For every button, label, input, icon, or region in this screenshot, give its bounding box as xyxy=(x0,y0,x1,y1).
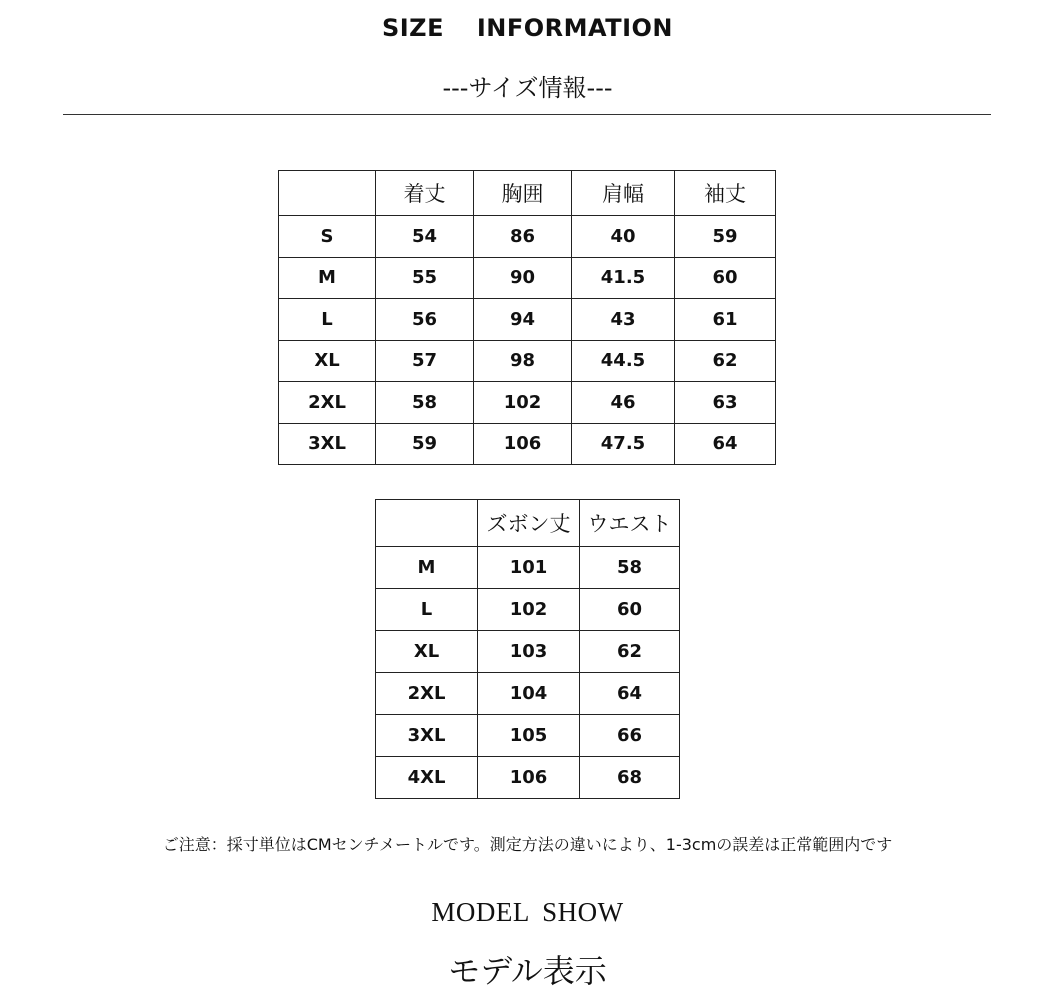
table-cell: 64 xyxy=(580,673,680,715)
model-show-title: MODEL SHOW xyxy=(431,897,624,927)
table-row xyxy=(376,715,680,757)
size-label-cell: M xyxy=(376,547,478,589)
table-cell: 60 xyxy=(675,257,776,299)
table-row xyxy=(376,757,680,799)
table-row xyxy=(279,299,776,341)
table-row xyxy=(279,216,776,258)
table-row xyxy=(279,382,776,424)
table-cell: 43 xyxy=(572,299,675,341)
size-label-cell: M xyxy=(279,257,376,299)
table-header-cell: ウエスト xyxy=(580,500,680,547)
table-header-row xyxy=(376,500,680,547)
table-cell: 56 xyxy=(376,299,474,341)
table-cell: 105 xyxy=(478,715,580,757)
measurement-notice: ご注意：採寸単位はCMセンチメートルです。測定方法の違いにより、1-3cmの誤差は正常範囲内です xyxy=(162,835,893,854)
table-row xyxy=(279,340,776,382)
table-cell: 41.5 xyxy=(572,257,675,299)
table-corner-cell xyxy=(376,500,478,547)
size-information-title: SIZE INFORMATION xyxy=(381,14,674,42)
size-label-cell: L xyxy=(279,299,376,341)
table-cell: 103 xyxy=(478,631,580,673)
table-row xyxy=(376,589,680,631)
bottom-table-body xyxy=(376,500,680,799)
top-table-body xyxy=(279,171,776,465)
size-label-cell: 2XL xyxy=(376,673,478,715)
size-label-cell: XL xyxy=(279,340,376,382)
table-cell: 62 xyxy=(580,631,680,673)
size-label-cell: L xyxy=(376,589,478,631)
table-cell: 61 xyxy=(675,299,776,341)
table-cell: 62 xyxy=(675,340,776,382)
table-cell: 101 xyxy=(478,547,580,589)
table-cell: 57 xyxy=(376,340,474,382)
header-divider xyxy=(63,114,991,115)
table-cell: 63 xyxy=(675,382,776,424)
size-label-cell: 3XL xyxy=(279,423,376,465)
table-cell: 40 xyxy=(572,216,675,258)
table-cell: 102 xyxy=(478,589,580,631)
table-row xyxy=(279,423,776,465)
table-cell: 58 xyxy=(580,547,680,589)
table-corner-cell xyxy=(279,171,376,216)
table-cell: 66 xyxy=(580,715,680,757)
table-cell: 47.5 xyxy=(572,423,675,465)
table-header-cell: 胸囲 xyxy=(474,171,572,216)
table-cell: 86 xyxy=(474,216,572,258)
size-label-cell: 3XL xyxy=(376,715,478,757)
table-cell: 59 xyxy=(675,216,776,258)
table-header-row xyxy=(279,171,776,216)
size-label-cell: 4XL xyxy=(376,757,478,799)
table-cell: 60 xyxy=(580,589,680,631)
bottom-size-table xyxy=(375,499,680,799)
table-cell: 94 xyxy=(474,299,572,341)
table-cell: 58 xyxy=(376,382,474,424)
table-cell: 64 xyxy=(675,423,776,465)
top-size-table xyxy=(278,170,776,465)
table-cell: 46 xyxy=(572,382,675,424)
model-show-subtitle: モデル表示 xyxy=(448,952,607,990)
table-cell: 90 xyxy=(474,257,572,299)
size-label-cell: XL xyxy=(376,631,478,673)
table-row xyxy=(376,631,680,673)
table-header-cell: ズボン丈 xyxy=(478,500,580,547)
table-cell: 104 xyxy=(478,673,580,715)
size-label-cell: S xyxy=(279,216,376,258)
table-cell: 98 xyxy=(474,340,572,382)
table-cell: 68 xyxy=(580,757,680,799)
table-cell: 55 xyxy=(376,257,474,299)
table-header-cell: 着丈 xyxy=(376,171,474,216)
table-row xyxy=(376,673,680,715)
table-row xyxy=(376,547,680,589)
table-cell: 59 xyxy=(376,423,474,465)
table-cell: 44.5 xyxy=(572,340,675,382)
table-row xyxy=(279,257,776,299)
size-information-subtitle: ---サイズ情報--- xyxy=(442,74,613,102)
table-cell: 102 xyxy=(474,382,572,424)
table-cell: 106 xyxy=(478,757,580,799)
table-header-cell: 袖丈 xyxy=(675,171,776,216)
table-header-cell: 肩幅 xyxy=(572,171,675,216)
table-cell: 106 xyxy=(474,423,572,465)
table-cell: 54 xyxy=(376,216,474,258)
size-label-cell: 2XL xyxy=(279,382,376,424)
